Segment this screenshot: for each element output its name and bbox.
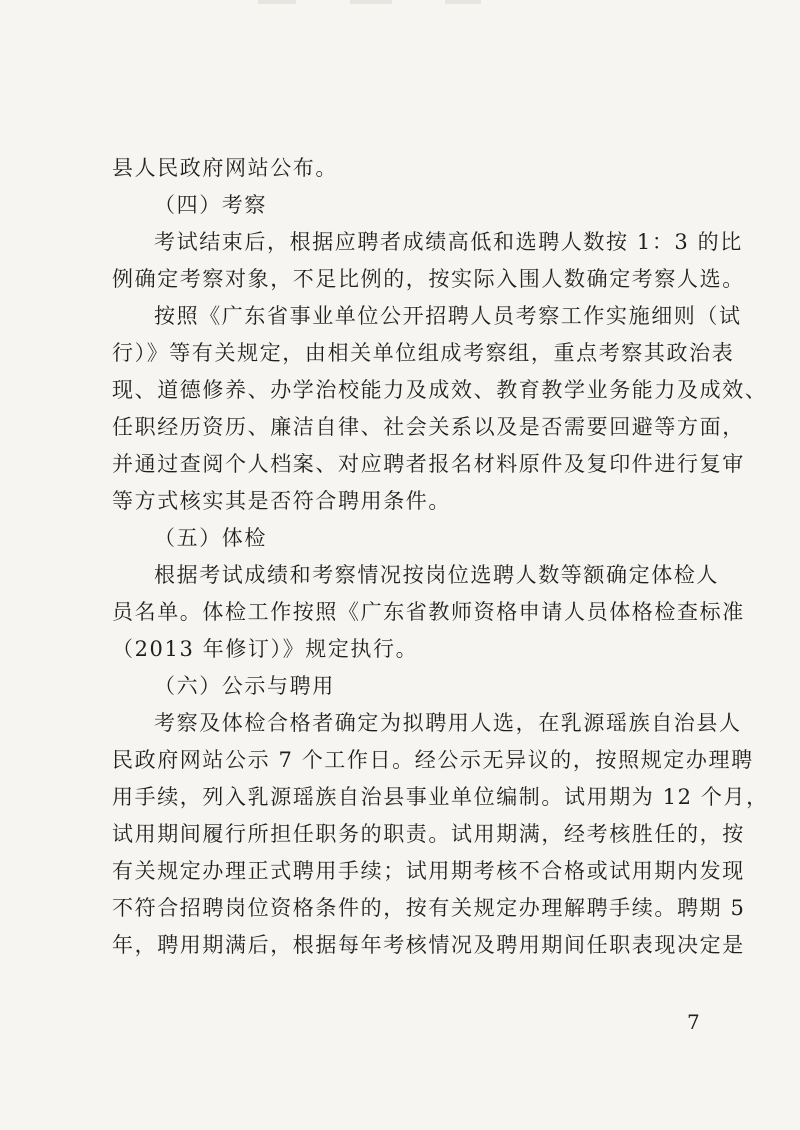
text-line: 根据考试成绩和考察情况按岗位选聘人数等额确定体检人 [154, 563, 719, 587]
section-heading-publicity-employment [112, 668, 712, 705]
section-heading-medical-exam [112, 520, 712, 557]
text-line: 等方式核实其是否符合聘用条件。 [112, 489, 451, 513]
paragraph-publicity-employment [112, 705, 769, 964]
page-number: 7 [687, 1010, 700, 1034]
text-line: 现、道德修养、办学治校能力及成效、教育教学业务能力及成效、 [112, 378, 768, 402]
paragraph-medical-exam [112, 557, 745, 668]
text-line: 员名单。体检工作按照《广东省教师资格申请人员体格检查标准 [112, 600, 745, 624]
section-heading-inspection [112, 187, 712, 224]
paragraph-continuation [112, 150, 712, 187]
text-line: （2013 年修订）》规定执行。 [112, 637, 419, 661]
text-line: 例确定考察对象，不足比例的，按实际入围人数确定考察人选。 [112, 267, 745, 291]
text-line: 并通过查阅个人档案、对应聘者报名材料原件及复印件进行复审 [112, 452, 745, 476]
text-line: 年，聘用期满后，根据每年考核情况及聘用期间任职表现决定是 [112, 933, 745, 957]
text-line: 考试结束后，根据应聘者成绩高低和选聘人数按 1：3 的比 [154, 230, 743, 254]
text-line: 县人民政府网站公布。 [112, 156, 338, 180]
text-line: 任职经历资历、廉洁自律、社会关系以及是否需要回避等方面， [112, 415, 745, 439]
scan-marks [240, 0, 560, 12]
heading-line: （六）公示与聘用 [154, 674, 335, 698]
text-line: 用手续，列入乳源瑶族自治县事业单位编制。试用期为 12 个月， [112, 785, 769, 809]
text-line: 试用期间履行所担任职务的职责。试用期满，经考核胜任的，按 [112, 822, 745, 846]
text-line: 民政府网站公示 7 个工作日。经公示无异议的，按照规定办理聘 [112, 748, 754, 772]
text-line: 按照《广东省事业单位公开招聘人员考察工作实施细则（试 [154, 304, 742, 328]
text-line: 不符合招聘岗位资格条件的，按有关规定办理解聘手续。聘期 5 [112, 896, 746, 920]
paragraph-inspection-details [112, 298, 768, 520]
text-line: 有关规定办理正式聘用手续；试用期考核不合格或试用期内发现 [112, 859, 745, 883]
text-line: 行）》等有关规定，由相关单位组成考察组，重点考察其政治表 [112, 341, 735, 365]
heading-line: （四）考察 [154, 193, 267, 217]
heading-line: （五）体检 [154, 526, 267, 550]
document-body [112, 150, 769, 964]
paragraph-inspection-selection [112, 224, 745, 298]
text-line: 考察及体检合格者确定为拟聘用人选，在乳源瑶族自治县人 [154, 711, 742, 735]
